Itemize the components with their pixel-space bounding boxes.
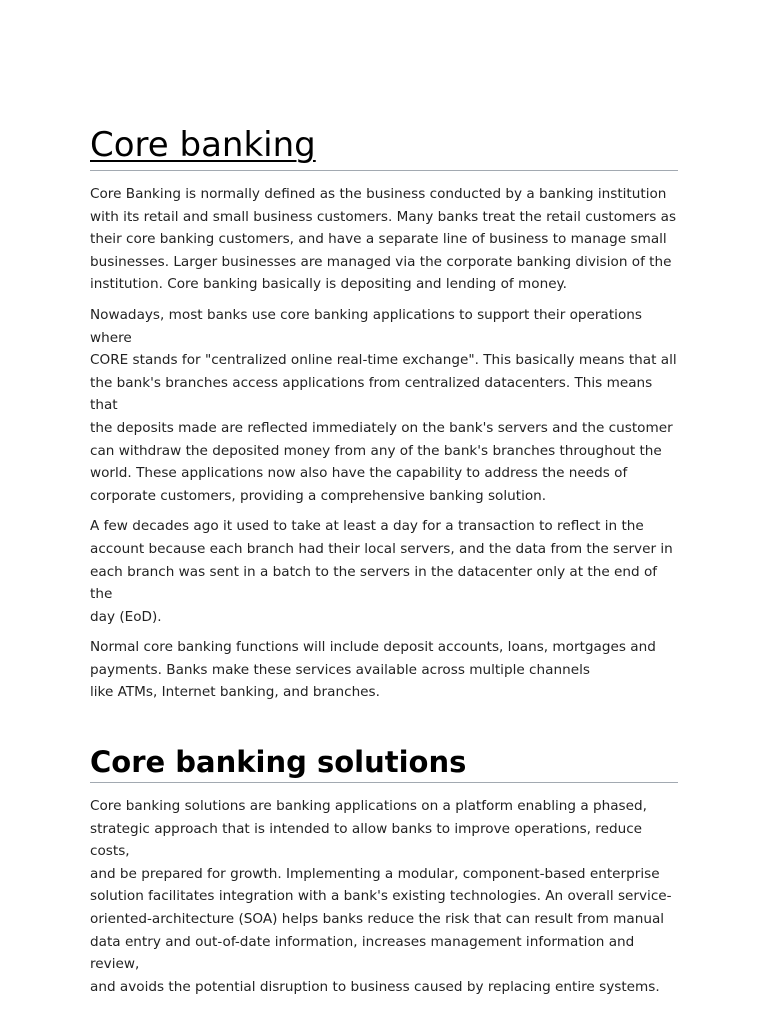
section-heading: Core banking solutions <box>90 745 467 780</box>
paragraph: Nowadays, most banks use core banking applications to support their operations where CORE stands for "centralized online real-time exchange". This basically means that all the bank's branches access applications from centralized datacenters. This means that the deposits made are reflected immediately on the bank's servers and the customer can withdraw the deposited money from any of the bank's branches throughout the world. These applications now also have the capability to address the needs of corporate customers, providing a comprehensive banking solution. <box>90 306 677 504</box>
heading-divider <box>90 782 678 783</box>
heading-divider <box>90 170 678 171</box>
paragraph: Core Banking is normally defined as the business conducted by a banking institution with its retail and small business customers. Many banks treat the retail customers as their core banking customers, and have a separate line of business to manage small businesses. Larger businesses are managed via the corporate banking division of the institution. Core banking basically is depositing and lending of money. <box>90 186 677 293</box>
section-core-banking-solutions <box>90 742 678 998</box>
section-core-banking <box>90 120 678 704</box>
document-page <box>90 120 678 1006</box>
paragraph: A few decades ago it used to take at least a day for a transaction to reflect in the account because each branch had their local servers, and the data from the server in each branch was sent in a batch to the servers in the datacenter only at the end of the day (EoD). <box>90 518 673 625</box>
paragraph: Normal core banking functions will include deposit accounts, loans, mortgages and payments. Banks make these services available across multiple channels like ATMs, Internet banking, and branches. <box>90 639 656 701</box>
page-title: Core banking <box>90 125 316 165</box>
paragraph: Core banking solutions are banking applications on a platform enabling a phased, strategic approach that is intended to allow banks to improve operations, reduce costs, and be prepared for growth. Implementing a modular, component-based enterprise solution facilitates integration with a bank's existing technologies. An overall service- oriented-architecture (SOA) helps banks reduce the risk that can result from manual data entry and out-of-date information, increases management information and review, and avoids the potential disruption to business caused by replacing entire systems. <box>90 798 672 995</box>
